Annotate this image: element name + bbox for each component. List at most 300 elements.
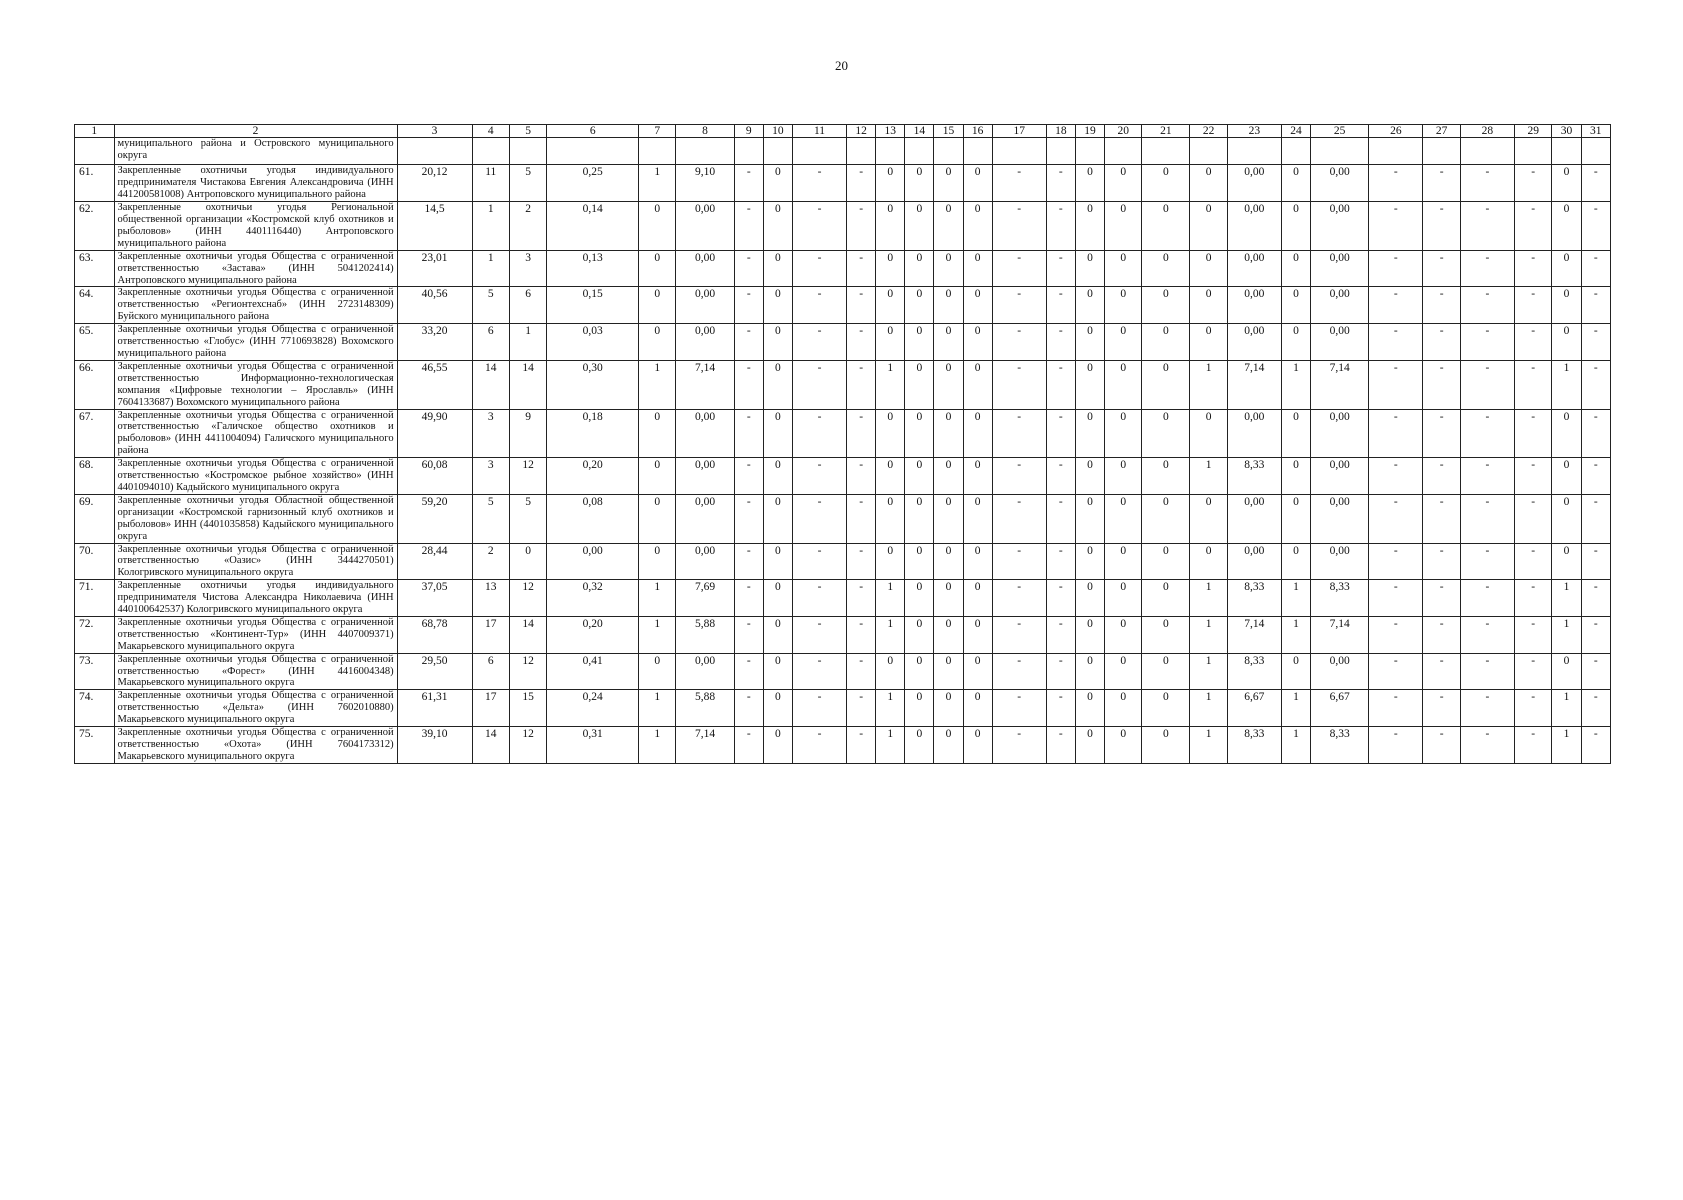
value-cell: - <box>992 690 1046 727</box>
table-row <box>75 409 1611 458</box>
value-cell: 0 <box>876 543 905 580</box>
table-row <box>75 360 1611 409</box>
value-cell: 8,33 <box>1227 458 1281 495</box>
value-cell: 0 <box>1142 690 1190 727</box>
empty-cell <box>1142 138 1190 165</box>
value-cell: 3 <box>509 250 546 287</box>
value-cell: - <box>1423 202 1460 251</box>
value-cell: - <box>1369 690 1423 727</box>
row-index-cell: 62. <box>75 202 115 251</box>
value-cell: 0,00 <box>1311 409 1369 458</box>
value-cell: 40,56 <box>397 287 472 324</box>
hunting-ground-name-cell: Закрепленные охотничьи угодья Общества с ограниченной ответственностью «Глобус» (ИНН 7710693828) Вохомского муниципального района <box>114 324 397 361</box>
value-cell: 46,55 <box>397 360 472 409</box>
value-cell: - <box>792 690 846 727</box>
hunting-ground-name-cell: Закрепленные охотничьи угодья индивидуального предпринимателя Чистакова Евгения Александровича (ИНН 441200581008) Антроповского муниципального района <box>114 165 397 202</box>
value-cell: 0,00 <box>1311 250 1369 287</box>
value-cell: - <box>847 409 876 458</box>
column-number-header: 31 <box>1581 125 1610 138</box>
value-cell: - <box>847 727 876 764</box>
value-cell: 1 <box>1552 616 1581 653</box>
value-cell: 7,14 <box>1227 360 1281 409</box>
empty-cell <box>992 138 1046 165</box>
value-cell: - <box>1581 409 1610 458</box>
value-cell: - <box>1369 324 1423 361</box>
value-cell: 1 <box>638 360 675 409</box>
empty-cell <box>1227 138 1281 165</box>
value-cell: 39,10 <box>397 727 472 764</box>
value-cell: 0,08 <box>547 494 639 543</box>
value-cell: 0 <box>905 324 934 361</box>
value-cell: - <box>1369 250 1423 287</box>
table-row <box>75 324 1611 361</box>
value-cell: - <box>847 165 876 202</box>
value-cell: 5 <box>509 165 546 202</box>
value-cell: 0 <box>1075 287 1104 324</box>
value-cell: 0 <box>763 324 792 361</box>
value-cell: 0 <box>763 690 792 727</box>
value-cell: 0 <box>1190 202 1227 251</box>
value-cell: 5,88 <box>676 616 734 653</box>
empty-cell <box>905 138 934 165</box>
hunting-ground-name-cell: Закрепленные охотничьи угодья Общества с ограниченной ответственностью «Регионтехснаб» (ИНН 2723148309) Буйского муниципального района <box>114 287 397 324</box>
value-cell: - <box>1423 580 1460 617</box>
value-cell: 0,18 <box>547 409 639 458</box>
value-cell: 0 <box>1075 409 1104 458</box>
value-cell: 0 <box>963 287 992 324</box>
empty-cell <box>509 138 546 165</box>
empty-cell <box>1552 138 1581 165</box>
value-cell: 1 <box>1190 458 1227 495</box>
value-cell: 0 <box>1281 287 1310 324</box>
value-cell: - <box>1046 727 1075 764</box>
value-cell: 0,00 <box>1227 324 1281 361</box>
value-cell: 0,20 <box>547 458 639 495</box>
value-cell: 14 <box>509 616 546 653</box>
report-table <box>74 124 1611 764</box>
column-number-header: 13 <box>876 125 905 138</box>
value-cell: 0 <box>1552 250 1581 287</box>
value-cell: 0 <box>638 409 675 458</box>
empty-cell <box>763 138 792 165</box>
value-cell: - <box>1514 690 1551 727</box>
value-cell: 0 <box>905 580 934 617</box>
value-cell: - <box>1423 690 1460 727</box>
value-cell: 0 <box>638 494 675 543</box>
value-cell: - <box>1581 653 1610 690</box>
value-cell: 0,00 <box>676 250 734 287</box>
empty-cell <box>1460 138 1514 165</box>
value-cell: 0 <box>963 727 992 764</box>
value-cell: - <box>992 360 1046 409</box>
value-cell: - <box>792 202 846 251</box>
value-cell: - <box>1046 202 1075 251</box>
value-cell: 0 <box>905 616 934 653</box>
value-cell: 0 <box>763 580 792 617</box>
column-number-header: 20 <box>1105 125 1142 138</box>
value-cell: - <box>1514 250 1551 287</box>
value-cell: 0 <box>905 202 934 251</box>
value-cell: 0 <box>905 458 934 495</box>
value-cell: 6,67 <box>1227 690 1281 727</box>
value-cell: 7,14 <box>1311 360 1369 409</box>
value-cell: 0,03 <box>547 324 639 361</box>
value-cell: 0 <box>1142 458 1190 495</box>
value-cell: 0 <box>1142 250 1190 287</box>
value-cell: - <box>792 580 846 617</box>
value-cell: 0,00 <box>1311 653 1369 690</box>
value-cell: 0 <box>876 458 905 495</box>
value-cell: 0 <box>1075 727 1104 764</box>
row-index-cell: 71. <box>75 580 115 617</box>
hunting-ground-name-cell: Закрепленные охотничьи угодья Общества с ограниченной ответственностью «Охота» (ИНН 7604173312) Макарьевского муниципального округа <box>114 727 397 764</box>
value-cell: - <box>1460 458 1514 495</box>
value-cell: 1 <box>1281 616 1310 653</box>
column-number-header: 10 <box>763 125 792 138</box>
column-number-header: 2 <box>114 125 397 138</box>
value-cell: - <box>792 653 846 690</box>
value-cell: 0 <box>638 458 675 495</box>
value-cell: 0,00 <box>676 287 734 324</box>
value-cell: 0 <box>638 653 675 690</box>
value-cell: 0 <box>1281 202 1310 251</box>
value-cell: 1 <box>1190 360 1227 409</box>
value-cell: - <box>992 543 1046 580</box>
empty-cell <box>847 138 876 165</box>
value-cell: 0 <box>1142 409 1190 458</box>
value-cell: 12 <box>509 727 546 764</box>
table-row <box>75 616 1611 653</box>
value-cell: 0 <box>763 458 792 495</box>
value-cell: 0 <box>876 324 905 361</box>
value-cell: - <box>1460 653 1514 690</box>
value-cell: 14,5 <box>397 202 472 251</box>
value-cell: - <box>1046 616 1075 653</box>
value-cell: - <box>1423 165 1460 202</box>
value-cell: - <box>1581 727 1610 764</box>
column-number-header: 12 <box>847 125 876 138</box>
value-cell: 11 <box>472 165 509 202</box>
value-cell: 0 <box>963 409 992 458</box>
value-cell: - <box>1581 690 1610 727</box>
value-cell: 0 <box>763 653 792 690</box>
column-number-header: 29 <box>1514 125 1551 138</box>
value-cell: 0,00 <box>547 543 639 580</box>
value-cell: - <box>1581 616 1610 653</box>
value-cell: 0 <box>905 690 934 727</box>
value-cell: - <box>847 202 876 251</box>
value-cell: - <box>1581 165 1610 202</box>
value-cell: - <box>992 287 1046 324</box>
value-cell: 0,32 <box>547 580 639 617</box>
column-number-header: 21 <box>1142 125 1190 138</box>
value-cell: - <box>792 494 846 543</box>
value-cell: 1 <box>876 580 905 617</box>
empty-cell <box>638 138 675 165</box>
column-number-header: 30 <box>1552 125 1581 138</box>
value-cell: - <box>1423 360 1460 409</box>
column-number-header: 19 <box>1075 125 1104 138</box>
empty-cell <box>1190 138 1227 165</box>
value-cell: 1 <box>1552 727 1581 764</box>
value-cell: 0 <box>934 165 963 202</box>
column-number-header: 4 <box>472 125 509 138</box>
value-cell: 0 <box>1142 616 1190 653</box>
column-number-header: 27 <box>1423 125 1460 138</box>
value-cell: 0 <box>934 690 963 727</box>
value-cell: - <box>1369 165 1423 202</box>
value-cell: 15 <box>509 690 546 727</box>
value-cell: 0 <box>905 287 934 324</box>
row-index-cell: 72. <box>75 616 115 653</box>
value-cell: 49,90 <box>397 409 472 458</box>
value-cell: - <box>1046 250 1075 287</box>
value-cell: 0 <box>934 360 963 409</box>
value-cell: 0 <box>1105 727 1142 764</box>
value-cell: - <box>1460 324 1514 361</box>
value-cell: - <box>1460 543 1514 580</box>
value-cell: 1 <box>876 616 905 653</box>
value-cell: 23,01 <box>397 250 472 287</box>
value-cell: - <box>992 616 1046 653</box>
value-cell: - <box>1369 287 1423 324</box>
value-cell: 0 <box>963 543 992 580</box>
value-cell: 3 <box>472 458 509 495</box>
empty-cell <box>934 138 963 165</box>
value-cell: 1 <box>1552 690 1581 727</box>
value-cell: 8,33 <box>1227 727 1281 764</box>
value-cell: 1 <box>472 250 509 287</box>
row-index-cell: 65. <box>75 324 115 361</box>
value-cell: 0,00 <box>676 494 734 543</box>
empty-cell <box>876 138 905 165</box>
value-cell: - <box>1046 580 1075 617</box>
value-cell: - <box>1514 616 1551 653</box>
value-cell: - <box>792 409 846 458</box>
value-cell: - <box>734 543 763 580</box>
value-cell: 1 <box>1190 653 1227 690</box>
value-cell: - <box>792 287 846 324</box>
value-cell: - <box>1423 653 1460 690</box>
value-cell: - <box>1369 458 1423 495</box>
hunting-ground-name-cell: Закрепленные охотничьи угодья Областной общественной организации «Костромской гарнизонный клуб охотников и рыболовов» ИНН (4401035858) Кадыйского муниципального округа <box>114 494 397 543</box>
value-cell: - <box>734 616 763 653</box>
value-cell: 0 <box>934 616 963 653</box>
value-cell: 12 <box>509 458 546 495</box>
value-cell: 0,00 <box>676 409 734 458</box>
value-cell: 0 <box>1105 250 1142 287</box>
value-cell: 1 <box>1281 727 1310 764</box>
value-cell: - <box>1460 616 1514 653</box>
value-cell: - <box>992 165 1046 202</box>
value-cell: - <box>1514 287 1551 324</box>
hunting-ground-name-cell: Закрепленные охотничьи угодья Общества с ограниченной ответственностью Информационно-технологическая компания «Цифровые технологии – Ярославль» (ИНН 7604133687) Вохомского муниципального района <box>114 360 397 409</box>
value-cell: 0 <box>963 458 992 495</box>
value-cell: - <box>1460 494 1514 543</box>
value-cell: 5 <box>472 494 509 543</box>
value-cell: 0 <box>1281 494 1310 543</box>
value-cell: 0 <box>509 543 546 580</box>
value-cell: 8,33 <box>1311 580 1369 617</box>
value-cell: 17 <box>472 690 509 727</box>
value-cell: 1 <box>876 360 905 409</box>
value-cell: 0 <box>1142 580 1190 617</box>
table-row <box>75 287 1611 324</box>
column-number-header: 9 <box>734 125 763 138</box>
value-cell: - <box>992 409 1046 458</box>
column-number-header: 6 <box>547 125 639 138</box>
column-number-header: 3 <box>397 125 472 138</box>
hunting-ground-name-cell: Закрепленные охотничьи угодья Общества с ограниченной ответственностью «Костромское рыбное хозяйство» (ИНН 4401094010) Кадыйского муниципального округа <box>114 458 397 495</box>
value-cell: 8,33 <box>1227 580 1281 617</box>
value-cell: - <box>1460 165 1514 202</box>
value-cell: 7,14 <box>1311 616 1369 653</box>
value-cell: - <box>1460 580 1514 617</box>
value-cell: - <box>847 360 876 409</box>
empty-cell <box>472 138 509 165</box>
column-number-header: 1 <box>75 125 115 138</box>
value-cell: - <box>1046 543 1075 580</box>
value-cell: 0,00 <box>1227 202 1281 251</box>
value-cell: 28,44 <box>397 543 472 580</box>
value-cell: 0 <box>1105 543 1142 580</box>
value-cell: - <box>1514 165 1551 202</box>
value-cell: 0 <box>1075 165 1104 202</box>
value-cell: 0 <box>1142 727 1190 764</box>
value-cell: 0 <box>905 494 934 543</box>
value-cell: 0,00 <box>676 202 734 251</box>
value-cell: 0 <box>905 165 934 202</box>
column-number-header: 15 <box>934 125 963 138</box>
value-cell: 29,50 <box>397 653 472 690</box>
empty-cell <box>792 138 846 165</box>
value-cell: - <box>1581 202 1610 251</box>
value-cell: 0 <box>1105 202 1142 251</box>
value-cell: 0 <box>1075 360 1104 409</box>
value-cell: 0,15 <box>547 287 639 324</box>
empty-cell <box>1311 138 1369 165</box>
value-cell: 1 <box>638 580 675 617</box>
value-cell: - <box>1514 543 1551 580</box>
value-cell: - <box>992 580 1046 617</box>
value-cell: - <box>1369 409 1423 458</box>
value-cell: 0 <box>876 494 905 543</box>
value-cell: 6 <box>472 653 509 690</box>
value-cell: 0 <box>934 409 963 458</box>
value-cell: 0,31 <box>547 727 639 764</box>
value-cell: - <box>734 409 763 458</box>
value-cell: 0 <box>1281 165 1310 202</box>
hunting-ground-name-cell: Закрепленные охотничьи угодья индивидуального предпринимателя Чистова Александра Николаевича (ИНН 440100642537) Кологривского муниципального округа <box>114 580 397 617</box>
value-cell: 0 <box>1281 250 1310 287</box>
value-cell: - <box>734 653 763 690</box>
value-cell: 0 <box>1142 494 1190 543</box>
value-cell: - <box>1369 580 1423 617</box>
empty-cell <box>1105 138 1142 165</box>
value-cell: - <box>1046 324 1075 361</box>
value-cell: - <box>1581 494 1610 543</box>
value-cell: 0 <box>638 202 675 251</box>
value-cell: 0 <box>1105 494 1142 543</box>
value-cell: 0,13 <box>547 250 639 287</box>
value-cell: 0 <box>1190 250 1227 287</box>
value-cell: - <box>734 165 763 202</box>
value-cell: - <box>1581 250 1610 287</box>
row-index-cell: 66. <box>75 360 115 409</box>
value-cell: - <box>792 250 846 287</box>
value-cell: - <box>734 727 763 764</box>
value-cell: 0 <box>963 360 992 409</box>
value-cell: 0 <box>1105 653 1142 690</box>
value-cell: - <box>1460 690 1514 727</box>
value-cell: - <box>1460 287 1514 324</box>
continuation-name-cell: муниципального района и Островского муниципального округа <box>114 138 397 165</box>
value-cell: 0 <box>934 580 963 617</box>
value-cell: 6 <box>472 324 509 361</box>
row-index-cell: 70. <box>75 543 115 580</box>
value-cell: 0 <box>876 165 905 202</box>
value-cell: - <box>847 494 876 543</box>
value-cell: - <box>1514 202 1551 251</box>
value-cell: - <box>1514 458 1551 495</box>
value-cell: - <box>1423 458 1460 495</box>
hunting-ground-name-cell: Закрепленные охотничьи угодья Общества с ограниченной ответственностью «Застава» (ИНН 5041202414) Антроповского муниципального района <box>114 250 397 287</box>
column-number-header: 26 <box>1369 125 1423 138</box>
value-cell: - <box>1581 360 1610 409</box>
value-cell: 0 <box>934 727 963 764</box>
value-cell: 0 <box>1190 543 1227 580</box>
value-cell: - <box>1423 727 1460 764</box>
value-cell: 0 <box>963 580 992 617</box>
value-cell: 0 <box>934 494 963 543</box>
empty-cell <box>676 138 734 165</box>
value-cell: 7,14 <box>676 360 734 409</box>
value-cell: 0 <box>1190 324 1227 361</box>
hunting-ground-name-cell: Закрепленные охотничьи угодья Общества с ограниченной ответственностью «Континент-Тур» (ИНН 4407009371) Макарьевского муниципального округа <box>114 616 397 653</box>
table-row <box>75 653 1611 690</box>
value-cell: - <box>734 250 763 287</box>
empty-cell <box>734 138 763 165</box>
value-cell: 5,88 <box>676 690 734 727</box>
value-cell: 33,20 <box>397 324 472 361</box>
value-cell: - <box>1514 653 1551 690</box>
value-cell: - <box>792 165 846 202</box>
value-cell: 0 <box>905 250 934 287</box>
value-cell: - <box>1423 616 1460 653</box>
value-cell: 0 <box>963 202 992 251</box>
empty-cell <box>1581 138 1610 165</box>
hunting-ground-name-cell: Закрепленные охотничьи угодья Общества с ограниченной ответственностью «Форест» (ИНН 4416004348) Макарьевского муниципального округа <box>114 653 397 690</box>
value-cell: 1 <box>876 727 905 764</box>
value-cell: - <box>792 727 846 764</box>
value-cell: 0 <box>1552 494 1581 543</box>
value-cell: - <box>1369 653 1423 690</box>
value-cell: 14 <box>472 360 509 409</box>
value-cell: 1 <box>1281 690 1310 727</box>
value-cell: 9 <box>509 409 546 458</box>
value-cell: 0 <box>905 360 934 409</box>
empty-cell <box>1369 138 1423 165</box>
value-cell: 0 <box>1105 165 1142 202</box>
value-cell: 0 <box>1281 409 1310 458</box>
empty-cell <box>397 138 472 165</box>
value-cell: 0 <box>1105 324 1142 361</box>
value-cell: 0 <box>1105 409 1142 458</box>
value-cell: 0 <box>1142 360 1190 409</box>
value-cell: 0 <box>638 250 675 287</box>
value-cell: 6,67 <box>1311 690 1369 727</box>
value-cell: 59,20 <box>397 494 472 543</box>
